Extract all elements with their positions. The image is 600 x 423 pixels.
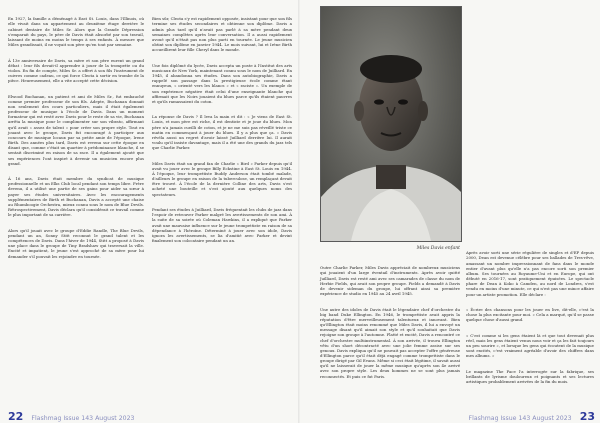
footer-label: Flashmag Issue 143 August 2023 [468, 415, 572, 422]
paragraph: Une fois diplômé du lycée, Davis accepta un poste à l'Institut des arts musicaux de New York, maintenant connu sous le nom de Juilliard. En 1945, il abandonna ses études. Dans son autobiographie, Davis a rappelé son passage dans la prestigieuse école comme étant ennuyeux, « orienté vers les blancs » et « raciste ». Un exemple de son expérience négative était celui d'une enseignante blanche qui affirmait que les Noirs jouaient du blues parce qu'ils étaient pauvres et qu'ils ramassaient du coton. [152, 62, 294, 104]
paragraph: À 13e anniversaire de Davis, sa mère et son père eurent un grand débat : leur fils devait-il apprendre à jouer de la trompette ou du violon. En fin de compte, Miles Sr. a offert à son fils l'instrument de cuivres comme cadeau, ce qui force Cleota à sortir en trombe de la pièce. Heureusement, elle a vite accepté cette décision. [8, 57, 146, 84]
right-column-2 [466, 240, 594, 400]
paragraph: Une autre des idoles de Davis était le légendaire chef d'orchestre du big band Duke Ellington. En 1946, le trompettiste avait appris la réputation d'être merveilleusement talentueux et innovant. Bien qu'Ellington était moins renommé que Miles Davis, il lui a envoyé un message disant qu'il aimait son style et qu'il souhaitait que Davis rejoigne son groupe à l'automne. Flatté et excité, Davis a rencontré ce chef d'orchestre multiinstrumental. À son arrivée, il trouva Ellington vêtu d'un short décontracté avec une jolie femme assise sur ses genoux. Davis expliqua qu'il ne pouvait pas accepter l'offre généreuse d'Ellington parce qu'il était déjà engagé comme trompettiste dans le groupe dirigé par Gil Evans. Même si ceci était légitime, il savait aussi qu'il ne laisserait de jouer la même musique qu'après son 4e arrivé avec son propre style. Les deux hommes ne se sont plus jamais reconnectés. Et puis ce fut Paris. [320, 306, 462, 379]
paragraph: Le magazine The Face l'a interrogée sur la fabrique, ses brillants de lyrisme douloureux et poignants et ses lectures artistiques probablement arrivées de la fin du mois. [466, 368, 596, 385]
paragraph: La réponse de Davis ? Il leva la main et dit : « Je viens de East St. Louis, et mon père est riche, il est dentiste et je joue du blues. Mon père n'a jamais cueilli de coton, et je ne me suis pas réveillé triste ce matin en commençant à jouer du blues. Il y a plus que ça. » Davis révéla aussi un regret d'avoir laissé Juilliard derrière lui. Il aurait voulu qu'il insiste davantage, mais il a été une des grands du jazz tels que Charlie Parker. [152, 114, 294, 151]
left-footer [8, 405, 135, 423]
paragraph: Après avoir sorti une série régulière de singles et d'EP depuis 2000, Dean est devenue célèbre pour ses ballades de Tres-rêve, amassant un nombre impressionnant de fans dans le monde entier d'avant plus qu'elle n'a pas encore sorti son premier album. Ses tournées au Royaume-Uni et en Europe, qui ont débuté en 2016-17, sont pratiquement épuisées. Le spectacle phare de Dean à Koko à Camden, au nord de Londres, s'est vendu en moins d'une minute, ce qui n'est pas une mince affaire pour un artiste promotion. Elle déclare : [466, 250, 596, 297]
paragraph: Alors qu'il jouait avec le groupe d'Eddie Randle, The Blue Devils, pendant un an, Sonny Stitt reconnut le grand talent et les compétences de Davis. Dans l'hiver de 1944, Stitt a proposé à Davis une place dans le groupe de Tiny Bradshaw qui traversait la ville. Excité et impatient, le jeune s'est approché de sa mère pour lui demander s'il pouvait les rejoindre en tournée. [8, 227, 146, 259]
portrait-photo [320, 6, 462, 242]
portrait-photo-icon [321, 7, 461, 241]
paragraph: Elwood Buchanan, un patient et ami de Miles Sr., fut embauché comme premier professeur de son fils. Adepte, Buchanan donnait non seulement des cours particuliers, mais il était également professeur de musique à l'école de Davis. Dans un moment formateur qui est resté avec Davis pour le reste de sa vie, Buchanan arrêta la musique pour le complimenter sur son vibrato, affirmant qu'il avait « assez de talent » pour créer son propre style. Tout en jouant avec le groupe, Davis fut encouragé à participer aux concours de musique locaux par sa petite amie de l'époque, Irene Birth. Des années plus tard, Davis est revenu sur cette époque en disant que, comme c'était un quartier à prédominance blanche, il se sentait discriminé en raison de sa race. Il a également ajouté que ses expériences l'ont inspiré à devenir un musicien encore plus grand. [8, 93, 146, 166]
paragraph: « C'est comme si les gens étaient là et que tout devenait plus réel, mais les gens étaient venus nous voir et ça les fait toujours un peu sourire », et lorsque les gens qui écoutent de la musique sont excités, c'est vraiment agréable d'avoir des chiffres dans mes albums. » [466, 332, 596, 359]
page-number: 23 [579, 410, 595, 423]
left-column-2 [152, 6, 292, 398]
paragraph: À 16 ans, Davis était membre du syndicat de musique professionnelle et un Elks Club local pendant son temps libre. Frère devenu, il a utilisé une partie de ses gains pour aider sa sœur à payer ses études universitaires. Avec les encouragements supplémentaires de Birth et Buchanan, Davis a accepté une chaise au Rhumboogie Orchestra, mieux connu sous le nom de Blue Devils. Rétrospectivement, Davis déclara qu'il considérait ce travail comme le plus important de sa carrière. [8, 176, 146, 218]
page-number: 22 [8, 410, 24, 423]
photo-caption: Miles Davis enfant [416, 246, 460, 251]
paragraph: En 1927, la famille a déménagé à East St. Louis, dans l'Illinois, où elle vivait dans un appartement au deuxième étage derrière le cabinet dentaire de Miles Sr. Alors que la Grande Dépression s'emparait du pays, le père de Davis était absorbé par son travail, laissant de moins en moins le temps à ses enfants. À mesure que Miles grandissait, il ne voyait son père qu'en tout par semaine. [8, 16, 146, 48]
right-column-1 [320, 255, 460, 400]
paragraph: Bien sûr, Cleota s'y est rapidement opposée, insistant pour que son fils termine ses études secondaires et obtienne son diplôme. Davis a admis plus tard qu'il n'avait pas parlé à sa mère pendant deux semaines complètes après leur conversation. Il a aussi rapidement avoué qu'il n'était pas non plus parti en tournée. Le jeune musicien obtint son diplôme en janvier 1944. Le mois suivant, lui et Irène Birth accueillirent leur fille Cheryl dans le monde. [152, 16, 294, 53]
left-column-1 [8, 6, 144, 398]
paragraph: Miles Davis était un grand fan de Charlie « Bird » Parker depuis qu'il avait vu jouer avec le groupe Billy Eckstine à East St. Louis en 1944. À l'époque, leur trompettiste Buddy Anderson était tombé malade, d'ailleurs le groupe en raison de la tuberculose, un remplaçant devait être trouvé. À l'école de la dernière Colline des arts, Davis s'est acheté une bouteille et s'est ajouté aux quelques noms des spectateurs. [152, 160, 294, 197]
paragraph: « Écrire des chansons pour les jouer en live, dit-elle, c'est la chose la plus excitante pour moi. » Cela a marqué, qu'il se passe quelque chose d'aussi grand. [466, 307, 596, 323]
paragraph: Outre Charlie Parker, Miles Davis appréciait de nombreux musiciens qui jouaient d'un large éventail d'instruments. Après avoir quitté Juilliard, Davis est resté ami avec ses camarades de classe du nom de Herbie Fields, qui avait son propre groupe. Fields a demandé à Davis de devenir sideman du groupe, lui offrant ainsi sa première expérience de studio en 1945 au 24 avril 1945. [320, 265, 462, 297]
paragraph: Pendant ses études à Juilliard, Davis fréquentait les clubs de jazz dans l'espoir de retrouver Parker malgré les avertissements de son ami. À la suite de sa soirée où Coleman Hawkins, il a expliqué que Parker avait une mauvaise influence sur le jeune trompettiste en raison de sa dépendance à l'héroïne. Déterminé à jouer avec son idole, Davis ignora les avertissements, se lia d'amitié avec Parker et devint finalement son colocataire pendant un an. [152, 207, 294, 244]
footer-label: Flashmag Issue 143 August 2023 [31, 415, 135, 422]
right-footer [465, 405, 595, 423]
